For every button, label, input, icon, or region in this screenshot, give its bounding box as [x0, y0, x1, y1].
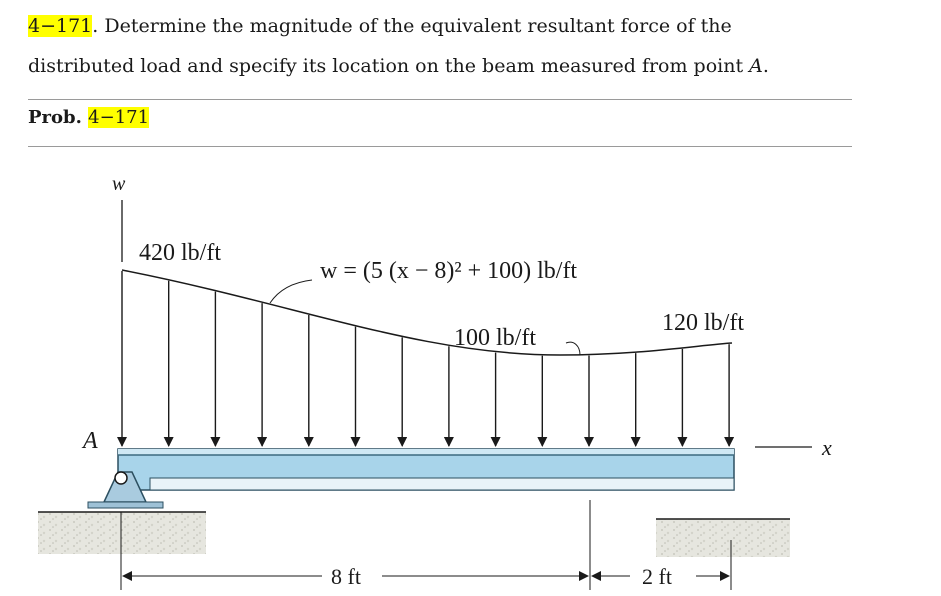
min-leader — [566, 342, 580, 355]
w-axis-label: w — [112, 173, 126, 195]
load-min-label: 100 lb/ft — [454, 325, 536, 351]
equation-leader — [270, 280, 312, 303]
prob-label-number: 4−171 — [88, 107, 150, 128]
support-base — [88, 502, 163, 508]
problem-text-end: . — [762, 55, 769, 77]
ground-right — [656, 519, 790, 557]
dim-2ft-label: 2 ft — [642, 564, 672, 589]
load-equation: w = (5 (x − 8)² + 100) lb/ft — [320, 258, 578, 284]
prob-label-prefix: Prob. — [28, 107, 89, 128]
beam-top-flange — [118, 449, 734, 455]
beam-bottom-flange — [150, 478, 734, 490]
load-right-label: 120 lb/ft — [662, 310, 744, 336]
dim-8ft-label: 8 ft — [331, 564, 361, 589]
point-a-label: A — [83, 428, 98, 454]
x-axis-label: x — [822, 435, 832, 460]
load-left-label: 420 lb/ft — [139, 240, 221, 266]
problem-text-1: . Determine the magnitude of the equivalent resultant force of the — [92, 15, 732, 37]
ground-left — [38, 512, 206, 554]
load-equation-label — [320, 258, 577, 284]
load-arrows — [122, 271, 729, 446]
problem-text-2: distributed load and specify its location on the beam measured from point — [28, 55, 750, 77]
pin-icon — [115, 472, 127, 484]
problem-number: 4−171 — [28, 15, 93, 37]
point-reference: A — [749, 55, 763, 77]
